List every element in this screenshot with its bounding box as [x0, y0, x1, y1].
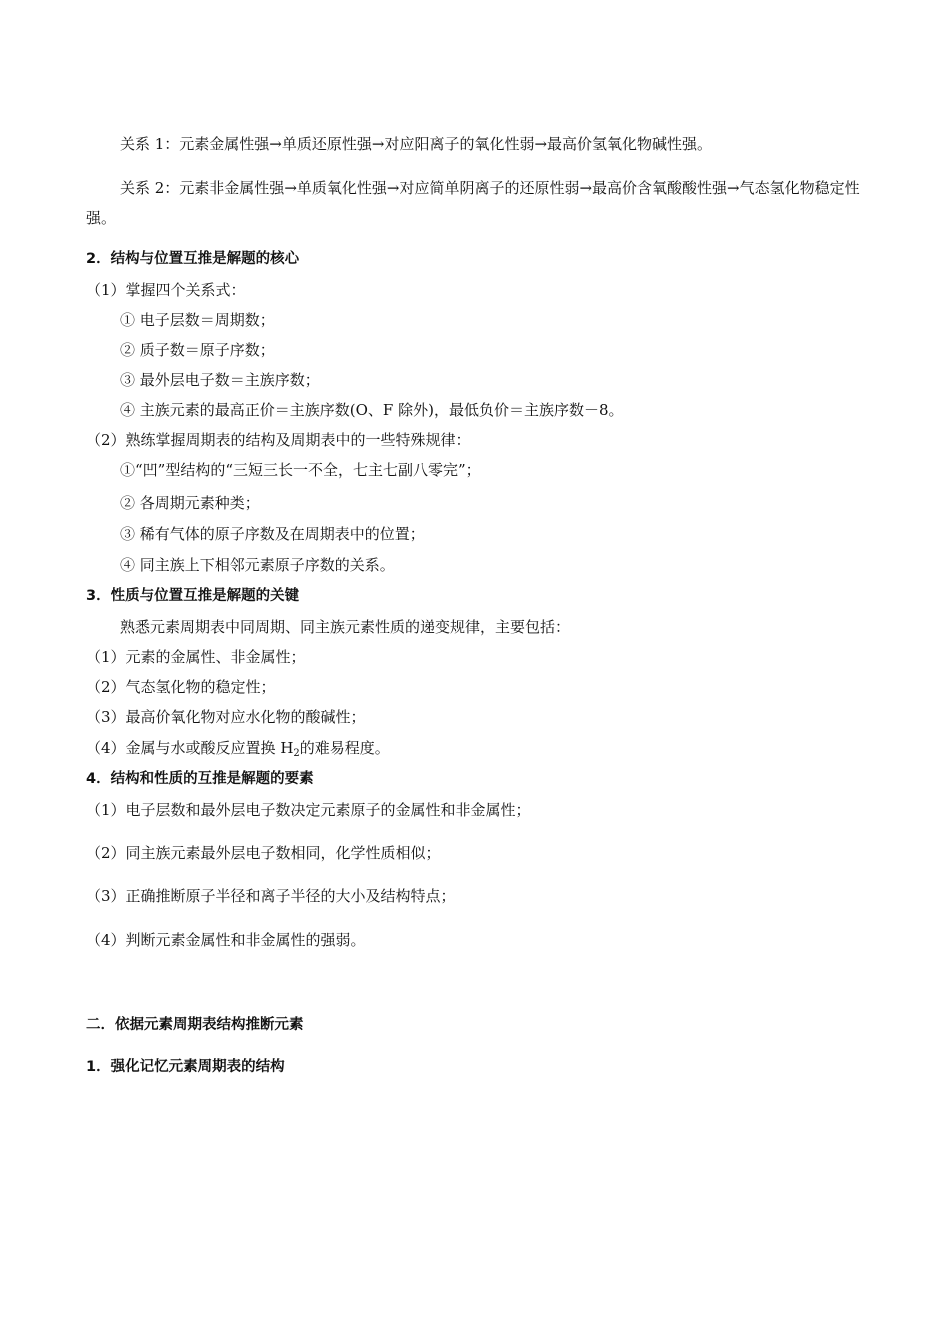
section-4-item-1: （1）电子层数和最外层电子数决定元素原子的金属性和非金属性； — [86, 801, 531, 819]
item-4-subscript: 2 — [293, 748, 300, 759]
item-4-text-pre: （4）金属与水或酸反应置换 H — [86, 739, 294, 757]
rule-4: ④ 同主族上下相邻元素原子序数的关系。 — [120, 556, 395, 574]
section-2-item-1: （1）掌握四个关系式： — [86, 281, 246, 299]
relation-2-paragraph: 关系 2：元素非金属性强→单质氧化性强→对应简单阴离子的还原性弱→最高价含氧酸酸性强→气态氢化物稳定性强。 — [86, 179, 860, 227]
section-2-item-2: （2）熟练掌握周期表的结构及周期表中的一些特殊规律： — [86, 431, 471, 449]
section-3-intro: 熟悉元素周期表中同周期、同主族元素性质的递变规律，主要包括： — [120, 618, 571, 636]
rule-1: ①“凹”型结构的“三短三长一不全，七主七副八零完”； — [120, 461, 481, 479]
section-3-item-2: （2）气态氢化物的稳定性； — [86, 678, 276, 696]
item-4-text-post: 的难易程度。 — [299, 739, 390, 757]
section-3-item-1: （1）元素的金属性、非金属性； — [86, 648, 306, 666]
relation-formula-3: ③ 最外层电子数＝主族序数； — [120, 371, 320, 389]
relation-formula-4: ④ 主族元素的最高正价＝主族序数(O、F 除外)，最低负价＝主族序数－8。 — [120, 401, 624, 419]
section-3-heading: 3．性质与位置互推是解题的关键 — [86, 588, 300, 604]
rule-2: ② 各周期元素种类； — [120, 494, 260, 512]
part-2-subheading-1: 1．强化记忆元素周期表的结构 — [86, 1059, 285, 1075]
section-4-heading: 4．结构和性质的互推是解题的要素 — [86, 771, 314, 787]
relation-1-paragraph: 关系 1：元素金属性强→单质还原性强→对应阳离子的氧化性弱→最高价氢氧化物碱性强。 — [120, 135, 713, 153]
section-3-item-4 — [86, 733, 866, 763]
rule-3: ③ 稀有气体的原子序数及在周期表中的位置； — [120, 525, 425, 543]
section-4-item-2: （2）同主族元素最外层电子数相同，化学性质相似； — [86, 844, 441, 862]
relation-formula-2: ② 质子数＝原子序数； — [120, 341, 275, 359]
section-4-item-4: （4）判断元素金属性和非金属性的强弱。 — [86, 931, 366, 949]
part-2-heading: 二．依据元素周期表结构推断元素 — [86, 1017, 304, 1033]
section-4-item-3: （3）正确推断原子半径和离子半径的大小及结构特点； — [86, 887, 456, 905]
section-2-heading: 2．结构与位置互推是解题的核心 — [86, 251, 300, 267]
section-3-item-3: （3）最高价氧化物对应水化物的酸碱性； — [86, 708, 366, 726]
relation-formula-1: ① 电子层数＝周期数； — [120, 311, 275, 329]
